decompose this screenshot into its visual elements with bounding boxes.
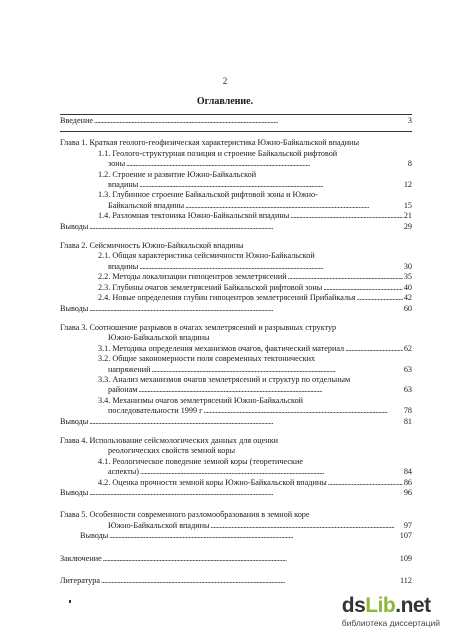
toc-entry: 1.1. Геолого-структурная позиция и строение Байкальской рифтовой [98, 148, 338, 158]
chapter-heading: Глава 1. Краткая геолого-геофизическая характеристика Южно-Байкальской впадины [60, 138, 360, 148]
toc-entry: районам . . . 63 [60, 385, 412, 395]
chapter-heading-cont: реологических свойств земной коры [108, 446, 235, 456]
toc-entry: напряжений . . . 63 [60, 365, 412, 375]
watermark-logo: dsLib.net [341, 594, 431, 617]
toc-entry-intro: Введение . . . 3 [60, 116, 412, 126]
toc-entry-literature: Литература . . . 112 [60, 576, 412, 586]
toc-entry-conclusions: Выводы . . . 60 [60, 304, 412, 314]
toc-entry: 3.2. Общие закономерности поля современных тектонических [98, 354, 316, 364]
toc-entry: 4.1. Реологическое поведение земной коры (теоретические [98, 456, 303, 466]
divider [60, 114, 412, 115]
divider [60, 131, 412, 132]
toc-entry: 2.1. Общая характеристика сейсмичности Южно-Байкальской [98, 251, 315, 261]
toc-entry: 3.4. Механизмы очагов землетрясений Южно-Байкальской [98, 395, 304, 405]
toc-entry-conclusions: Выводы . . . 29 [60, 222, 412, 232]
toc-entry-conclusions: Выводы . . . 107 [60, 531, 412, 541]
toc-entry: 2.3. Глубины очагов землетрясений Байкальской рифтовой зоны . . . 40 [60, 283, 412, 293]
toc-entry: 1.4. Разломная тектоника Южно-Байкальской впадины . . . 21 [60, 211, 412, 221]
table-of-contents [60, 116, 412, 586]
chapter-heading: Глава 3. Соотношение разрывов в очагах землетрясений и разрывных структур [60, 322, 337, 332]
toc-entry-conclusions: Выводы . . . 96 [60, 488, 412, 498]
toc-entry: Байкальской впадины . . . 15 [60, 201, 412, 211]
toc-entry: зоны . . . 8 [60, 159, 412, 169]
toc-title: Оглавление. [196, 96, 254, 107]
toc-entry: впадины . . . 30 [60, 262, 412, 272]
toc-entry: 2.2. Методы локализации гипоцентров землетрясений . . . 35 [60, 272, 412, 282]
toc-entry: последовательности 1999 г . . . 78 [60, 406, 412, 416]
chapter-heading-cont: Южно-Байкальской впадины . . . 97 [60, 521, 412, 531]
watermark [342, 595, 440, 628]
toc-entry: 3.3. Анализ механизмов очагов землетрясений и структур по отдельным [98, 374, 351, 384]
toc-entry: 1.2. Строение и развитие Южно-Байкальской [98, 169, 257, 179]
toc-entry: впадины . . . 12 [60, 180, 412, 190]
toc-entry-conclusion: Заключение . . . 109 [60, 554, 412, 564]
toc-entry-conclusions: Выводы . . . 81 [60, 417, 412, 427]
page-number: 2 [222, 76, 228, 86]
toc-entry: 3.1. Методика определения механизмов очагов, фактический материал . . . 62 [60, 344, 412, 354]
chapter-heading-cont: Южно-Байкальской впадины [108, 333, 210, 343]
chapter-heading: Глава 5. Особенности современного разломообразования в земной коре [60, 510, 310, 520]
watermark-subtitle: библиотека диссертаций [341, 618, 440, 628]
chapter-heading: Глава 2. Сейсмичность Южно-Байкальской впадины [60, 241, 244, 251]
toc-entry: 2.4. Новые определения глубин гипоцентров землетрясений Прибайкалья . . . 42 [60, 293, 412, 303]
toc-entry: аспекты) . . . 84 [60, 467, 412, 477]
toc-entry: 1.3. Глубинное строение Байкальской рифтовой зоны и Южно- [98, 190, 318, 200]
toc-entry: 4.2. Оценка прочности земной коры Южно-Байкальской впадины . . . 86 [60, 478, 412, 488]
chapter-heading: Глава 4. Использование сейсмологических данных для оценки [60, 435, 278, 445]
scan-speck [69, 600, 71, 603]
